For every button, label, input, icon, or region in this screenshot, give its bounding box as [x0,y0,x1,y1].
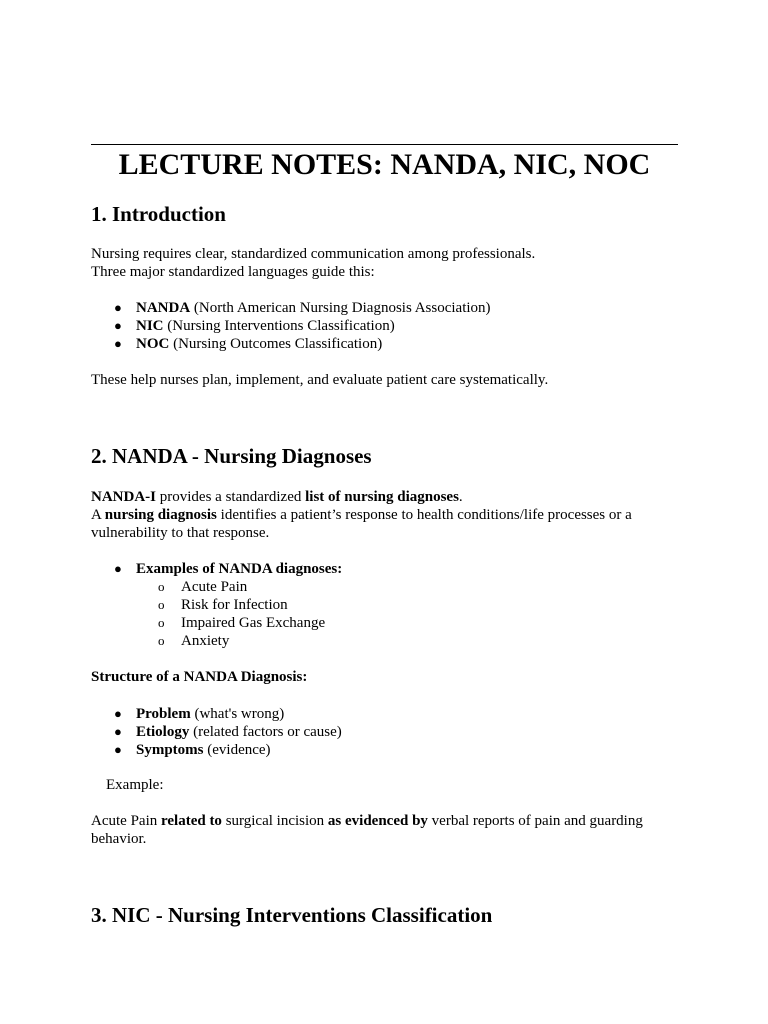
bullet-icon: ● [114,706,122,721]
section-3-heading: 3. NIC - Nursing Interventions Classification [91,903,493,927]
section-1-heading: 1. Introduction [91,202,226,226]
intro-line-1: Nursing requires clear, standardized communication among professionals. [91,246,536,262]
top-rule [91,144,678,145]
bullet-icon: ● [114,318,122,333]
list-item: ● Etiology (related factors or cause) [114,724,342,740]
list-item: o Acute Pain [158,579,248,595]
list-item: o Impaired Gas Exchange [158,615,326,631]
list-item: ● NOC (Nursing Outcomes Classification) [114,336,383,352]
intro-line-2: Three major standardized languages guide this: [91,264,375,280]
structure-list [91,705,342,759]
bullet-icon: ● [114,336,122,351]
list-item: o Risk for Infection [158,597,288,613]
list-item: o Anxiety [158,633,230,649]
list-item: ● Symptoms (evidence) [114,742,271,758]
circle-bullet-icon: o [158,633,165,648]
example-line-1: Acute Pain related to surgical incision as evidenced by verbal reports of pain and guarding [91,813,643,829]
languages-list [91,299,491,353]
nanda-paragraph-1: NANDA-I provides a standardized list of nursing diagnoses. [91,489,463,505]
list-item: ● Examples of NANDA diagnoses: [114,561,343,577]
example-label: Example: [106,777,164,793]
intro-closing: These help nurses plan, implement, and evaluate patient care systematically. [91,372,549,388]
nanda-paragraph-2-cont: vulnerability to that response. [91,525,270,541]
examples-list [91,560,342,650]
section-2-heading: 2. NANDA - Nursing Diagnoses [91,444,372,468]
bullet-icon: ● [114,724,122,739]
example-line-2: behavior. [91,831,147,847]
bullet-icon: ● [114,561,122,576]
page-title: LECTURE NOTES: NANDA, NIC, NOC [118,148,651,181]
circle-bullet-icon: o [158,579,165,594]
bullet-icon: ● [114,742,122,757]
list-item: ● Problem (what's wrong) [114,706,285,722]
structure-label: Structure of a NANDA Diagnosis: [91,669,308,685]
bullet-icon: ● [114,300,122,315]
nanda-paragraph-2: A nursing diagnosis identifies a patient’s response to health conditions/life processes or a [91,507,632,523]
circle-bullet-icon: o [158,615,165,630]
list-item: ● NIC (Nursing Interventions Classification) [114,318,395,334]
list-item: ● NANDA (North American Nursing Diagnosis Association) [114,300,491,316]
circle-bullet-icon: o [158,597,165,612]
